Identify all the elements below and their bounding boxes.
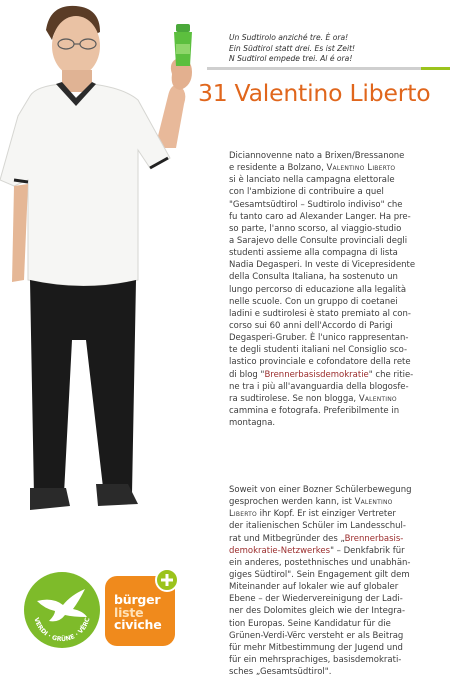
text-run: ra sudtirolese. Se non blogga, [229,393,359,404]
text-run: Diciannovenne nato a Brixen/Bressanone [229,151,405,161]
text-line [229,666,447,678]
text-line [229,630,447,642]
text-run: für mehr Mitbestimmung der Jugend und [229,642,403,653]
text-run: ihr Kopf. Er ist einziger Vertreter [256,509,396,520]
text-line [229,581,447,593]
text-run: Nadia Degasperi. In veste di Vicepresidente [229,260,416,271]
name-smallcaps: Valentino Liberto [326,163,396,174]
text-run: fu tanto caro ad Alexander Langer. Ha pre- [229,211,411,222]
text-run: " che ritie- [368,369,414,380]
text-run: e residente a Bolzano, [229,163,327,174]
text-line [229,271,447,283]
text-run: sches „Gesamtsüdtirol". [229,667,332,678]
text-line [229,393,447,405]
green-bottle-icon [174,24,192,66]
text-run: so parte, l'anno scorso, al viaggio-studio [229,223,402,234]
name-smallcaps: Valentino [358,393,397,404]
text-line [229,174,447,186]
plus-icon [156,569,178,591]
slogan-line-lad: N Sudtirol empede trei. Al é ora! [229,54,353,64]
text-run: studenti assieme alla compagna di lista [229,248,398,259]
slogan-line-it: Un Sudtirolo anziché tre. È ora! [229,33,349,42]
text-line [229,496,447,508]
left-arm [12,184,28,282]
text-run: für ein mehrsprachiges, basisdemokrati- [229,654,402,665]
bl-line-1: bürger [114,592,161,607]
text-line [229,284,447,296]
text-run: " – Denkfabrik für [330,545,405,556]
text-line [229,369,447,381]
text-run: ne tra i più all'avanguardia della blogosfe- [229,381,409,392]
candidate-photo [0,0,200,530]
text-line [229,150,447,162]
text-run: "Gesamtsüdtirol – Sudtirolo indiviso" che [229,199,403,210]
text-run: rat und Mitbegründer des „ [229,533,345,544]
text-run: lastico provinciale e cofondatore della rete [229,357,411,368]
text-run: der italienischen Schüler im Landesschul- [229,521,406,532]
text-line [229,593,447,605]
text-line [229,259,447,271]
name-smallcaps: Liberto [229,509,257,520]
text-run: Soweit von einer Bozner Schülerbewegung [229,485,412,495]
blog-name: Brennerbasisdemokratie [264,369,369,380]
header-rule-accent [421,67,450,70]
green-logo-text: VERDI · GRÜNE · VËRC [32,616,92,644]
text-line [229,211,447,223]
text-line [229,533,447,545]
text-line [229,308,447,320]
text-run: gesprochen werden kann, ist [229,497,355,508]
text-line [229,186,447,198]
bio-german [229,484,447,678]
text-line [229,417,447,429]
text-line [229,642,447,654]
text-line [229,199,447,211]
text-line [229,223,447,235]
buergerliste-wordmark [114,594,178,632]
candidate-number: 31 [198,79,228,107]
text-run: a Sarajevo delle Consulte provinciali degli [229,235,408,246]
page-title [198,79,430,107]
text-line [229,296,447,308]
slogan-line-de: Ein Südtirol statt drei. Es ist Zeit! [229,43,356,53]
slogan [229,33,444,65]
bl-line-2: liste [114,604,144,620]
text-run: ein anderes, postethnisches und unabhän- [229,557,411,568]
text-run: della Consulta Italiana, ha sostenuto un [229,272,398,283]
text-run: Miteinander auf lokaler wie auf globaler [229,582,399,593]
text-line [229,235,447,247]
text-run: montagna. [229,418,276,429]
left-shoe [30,488,70,510]
text-run: ner des Dolomites gleich wie der Integra- [229,606,406,617]
bio-italian [229,150,447,429]
text-run: con l'ambizione di contribuire a quel [229,187,384,198]
text-run: di blog " [229,369,265,380]
candidate-name: Valentino Liberto [234,79,431,107]
text-line [229,405,447,417]
text-line [229,247,447,259]
text-line [229,344,447,356]
text-run: te degli studenti italiani nel Consiglio sco- [229,345,408,356]
text-run: lungo percorso di educazione alla legalità [229,284,407,295]
text-run: cammina e fotografa. Preferibilmente in [229,405,400,416]
text-run: Degasperi-Gruber. È l'unico rappresentan- [229,333,409,344]
text-line [229,520,447,532]
text-run: tion Europas. Seine Kandidatur für die [229,618,391,629]
text-run: si è lanciato nella campagna elettorale [229,175,395,186]
text-line [229,569,447,581]
text-line [229,654,447,666]
text-run: corso sui 60 anni dell'Accordo di Parigi [229,320,393,331]
text-line [229,162,447,174]
blog-name: Brennerbasis- [344,533,404,544]
text-line [229,484,447,496]
text-line [229,618,447,630]
trousers [30,280,136,496]
text-line [229,320,447,332]
text-line [229,545,447,557]
text-line [229,557,447,569]
text-line [229,508,447,520]
text-run: ladini e sudtirolesi è stato premiato al con- [229,308,411,319]
verdi-gruene-verc-logo [23,571,101,649]
text-line [229,605,447,617]
text-run: Ebene – der Wiedervereinigung der Ladi- [229,594,403,605]
header-rule [207,67,421,70]
blog-name: demokratie-Netzwerkes [229,545,331,556]
text-line [229,381,447,393]
text-line [229,332,447,344]
text-line [229,356,447,368]
text-run: nelle scuole. Con un gruppo di coetanei [229,296,398,307]
text-run: Grünen-Verdi-Vërc versteht er als Beitrag [229,630,404,641]
bl-line-3: civiche [114,617,162,632]
text-run: giges Südtirol". Sein Engagement gilt dem [229,569,410,580]
name-smallcaps: Valentino [354,497,393,508]
